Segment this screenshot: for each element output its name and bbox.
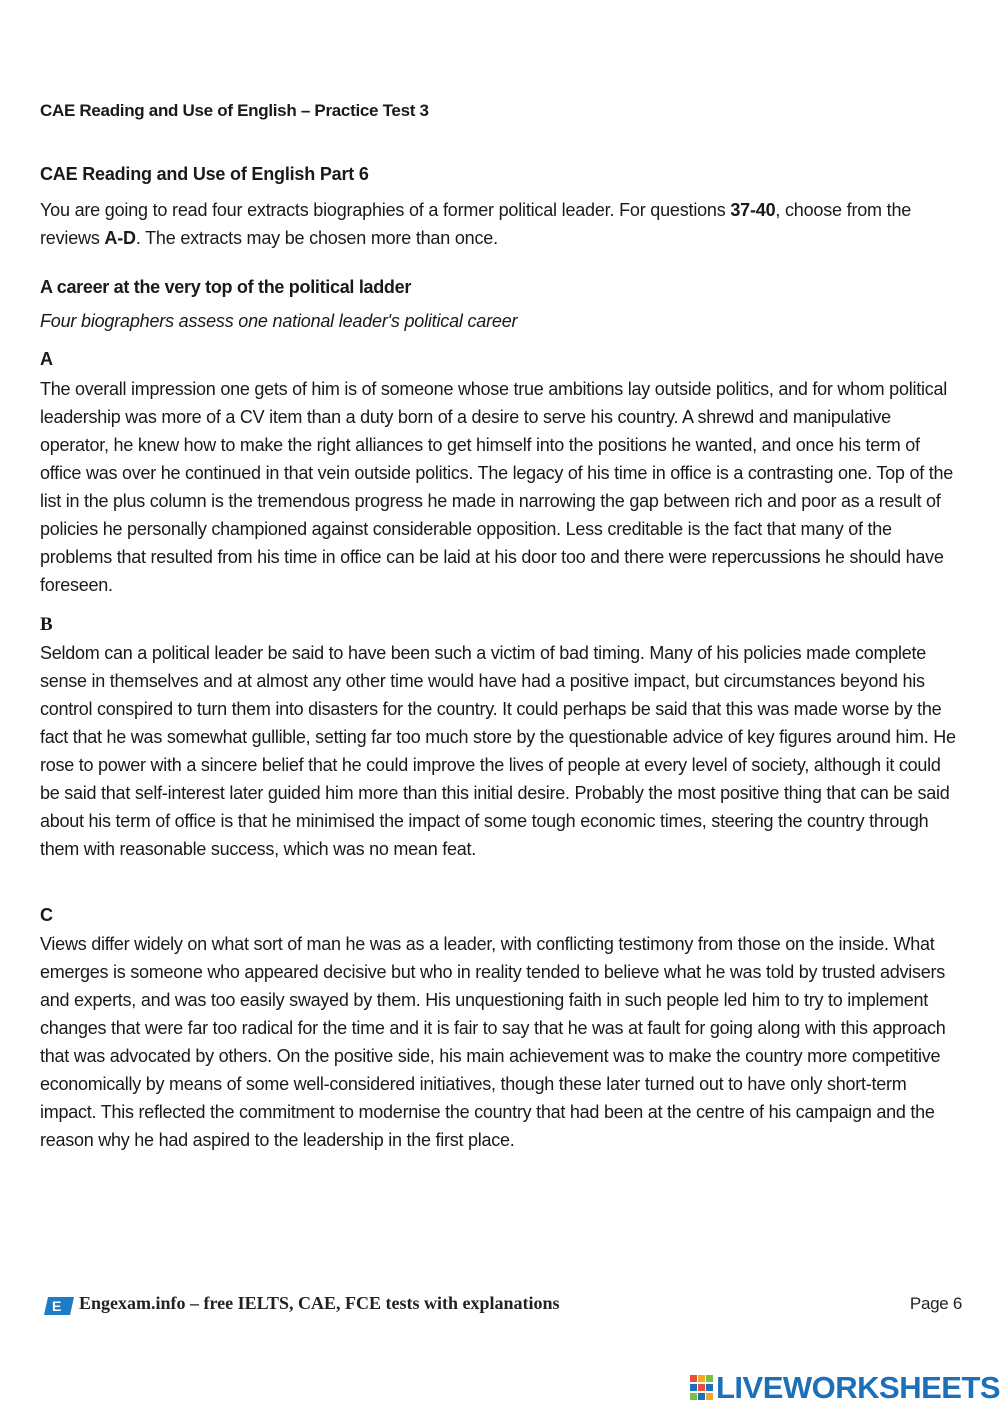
article-title: A career at the very top of the political ladder (40, 277, 412, 297)
page-number: Page 6 (909, 1294, 962, 1313)
instructions-text-2: , choose from the reviews (40, 200, 912, 248)
question-range: 37-40 (730, 200, 776, 220)
instructions-text-3: . The extracts may be chosen more than once. (135, 228, 498, 248)
article-subtitle: Four biographers assess one national leader's political career (40, 311, 518, 331)
page-footer (44, 1293, 962, 1317)
document-header: CAE Reading and Use of English – Practice Test 3 (40, 101, 429, 120)
footer-site-text: Engexam.info – free IELTS, CAE, FCE tests with explanations (79, 1293, 560, 1313)
extract-b-text: Seldom can a political leader be said to have been such a victim of bad timing. Many of his policies made complete sense in themselves and at almost any other time would have had a positive impact, but circumstances beyond his control conspired to turn them into disasters for the country. It could perhaps be said that this was made worse by the fact that he was somewhat gullible, setting far too much store by the questionable advice of key figures around him. He rose to power with a sincere belief that he could improve the lives of people at every level of society, although it could be said that self-interest later guided him more than this initial desire. Probably the most positive thing that can be said about his term of office is that he minimised the impact of some tough economic times, steering the country through them with reasonable success, which was no mean feat. (40, 643, 956, 859)
extract-c-text: Views differ widely on what sort of man he was as a leader, with conflicting testimony from those on the inside. What emerges is someone who appeared decisive but who in reality tended to believe what he was told by trusted advisers and experts, and was too easily swayed by them. His unquestioning faith in such people led him to try to implement changes that were far too radical for the time and it is fair to say that he was at fault for going along with this approach that was advocated by others. On the positive side, his main achievement was to make the country more competitive economically by means of some well-considered initiatives, though these later turned out to have only short-term impact. This reflected the commitment to modernise the country that had been at the centre of his campaign and the reason why he had aspired to the leadership in the first place. (40, 934, 946, 1150)
liveworksheets-watermark (690, 1370, 1000, 1406)
instructions (40, 196, 962, 252)
liveworksheets-logo-icon (690, 1375, 714, 1401)
engexam-logo-icon (44, 1296, 74, 1316)
extract-a-letter: A (40, 349, 53, 369)
extract-b-letter: B (40, 614, 53, 635)
instructions-text-1: You are going to read four extracts biographies of a former political leader. For questions (40, 200, 731, 220)
part-title: CAE Reading and Use of English Part 6 (40, 164, 369, 184)
extract-a-text: The overall impression one gets of him is of someone whose true ambitions lay outside politics, and for whom political leadership was more of a CV item than a duty born of a desire to serve his country. A shrewd and manipulative operator, he knew how to make the right alliances to get himself into the positions he wanted, and once his term of office was over he continued in that vein outside politics. The legacy of his time in office is a contrasting one. Top of the list in the plus column is the tremendous progress he made in narrowing the gap between rich and poor as a result of policies he personally championed against considerable opposition. Less creditable is the fact that many of the problems that resulted from his time in office can be laid at his door too and there were repercussions he should have foreseen. (40, 379, 953, 595)
svg-text:E: E (52, 1298, 62, 1314)
liveworksheets-brand-text: LIVEWORKSHEETS (716, 1370, 1000, 1405)
review-range: A-D (104, 228, 136, 248)
extract-c-letter: C (40, 905, 53, 925)
